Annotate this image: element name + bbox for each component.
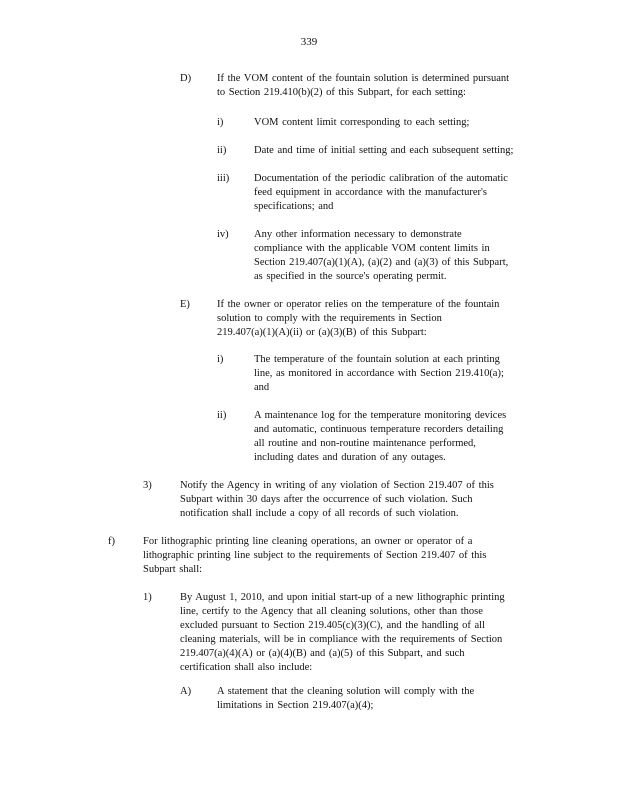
item-label: i) [217,117,224,128]
text-line: Notify the Agency in writing of any violation of Section 219.407 of this [180,480,494,491]
text-line: cleaning materials, will be in compliance with the requirements of Section [180,634,503,645]
text-line: Subpart within 30 days after the occurrence of such violation. Such [180,494,473,505]
text-line: Date and time of initial setting and each subsequent setting; [254,145,514,156]
item-text [254,409,538,465]
text-line: line, as monitored in accordance with Section 219.410(a); [254,368,504,379]
item-label: f) [108,536,115,547]
item-label: 1) [143,592,152,603]
item-label: iii) [217,173,230,184]
item-label: A) [180,686,192,697]
text-line: all routine and non-routine maintenance performed, [254,438,476,449]
item-text [254,172,538,214]
text-line: A statement that the cleaning solution will comply with the [217,686,475,697]
item-text [217,72,535,100]
item-text [143,535,528,577]
text-line: compliance with the applicable VOM content limits in [254,243,490,254]
item-text [217,298,535,340]
text-line: 219.407(a)(1)(A)(ii) or (a)(3)(B) of this Subpart: [217,327,427,338]
item-label: iv) [217,229,229,240]
text-line: The temperature of the fountain solution at each printing [254,354,500,365]
item-label: i) [217,354,224,365]
item-text [254,228,538,284]
text-line: and automatic, continuous temperature recorders detailing [254,424,504,435]
item-label: 3) [143,480,152,491]
item-label: D) [180,73,192,84]
item-label: E) [180,299,190,310]
item-label: ii) [217,410,227,421]
item-text [180,591,535,675]
text-line: notification shall include a copy of all records of such violation. [180,508,459,519]
item-text [254,116,538,130]
text-line: solution to comply with the requirements in Section [217,313,442,324]
text-line: feed equipment in accordance with the manufacturer's [254,187,487,198]
text-line: If the owner or operator relies on the temperature of the fountain [217,299,500,310]
text-line: If the VOM content of the fountain solution is determined pursuant [217,73,510,84]
item-label: ii) [217,145,227,156]
text-line: including dates and duration of any outages. [254,452,446,463]
page-number: 339 [300,36,318,48]
text-line: For lithographic printing line cleaning operations, an owner or operator of a [143,536,473,547]
text-line: and [254,382,270,393]
item-text [217,685,507,713]
text-line: Subpart shall: [143,564,203,575]
text-line: Documentation of the periodic calibration of the automatic [254,173,508,184]
text-line: A maintenance log for the temperature monitoring devices [254,410,507,421]
text-line: certification shall also include: [180,662,313,673]
text-line: Any other information necessary to demonstrate [254,229,462,240]
text-line: as specified in the source's operating permit. [254,271,447,282]
text-line: 219.407(a)(4)(A) or (a)(4)(B) and (a)(5) of this Subpart, and such [180,648,465,659]
item-text [254,144,538,158]
text-line: to Section 219.410(b)(2) of this Subpart, for each setting: [217,87,466,98]
text-line: limitations in Section 219.407(a)(4); [217,700,374,711]
text-line: VOM content limit corresponding to each setting; [254,117,470,128]
text-line: By August 1, 2010, and upon initial start-up of a new lithographic printing [180,592,505,603]
text-line: line, certify to the Agency that all cleaning solutions, other than those [180,606,483,617]
item-text [254,353,538,395]
item-text [180,479,528,521]
text-line: lithographic printing line subject to the requirements of Section 219.407 of this [143,550,487,561]
text-line: excluded pursuant to Section 219.405(c)(3)(C), and the handling of all [180,620,485,631]
text-line: specifications; and [254,201,334,212]
text-line: Section 219.407(a)(1)(A), (a)(2) and (a)(3) of this Subpart, [254,257,509,268]
